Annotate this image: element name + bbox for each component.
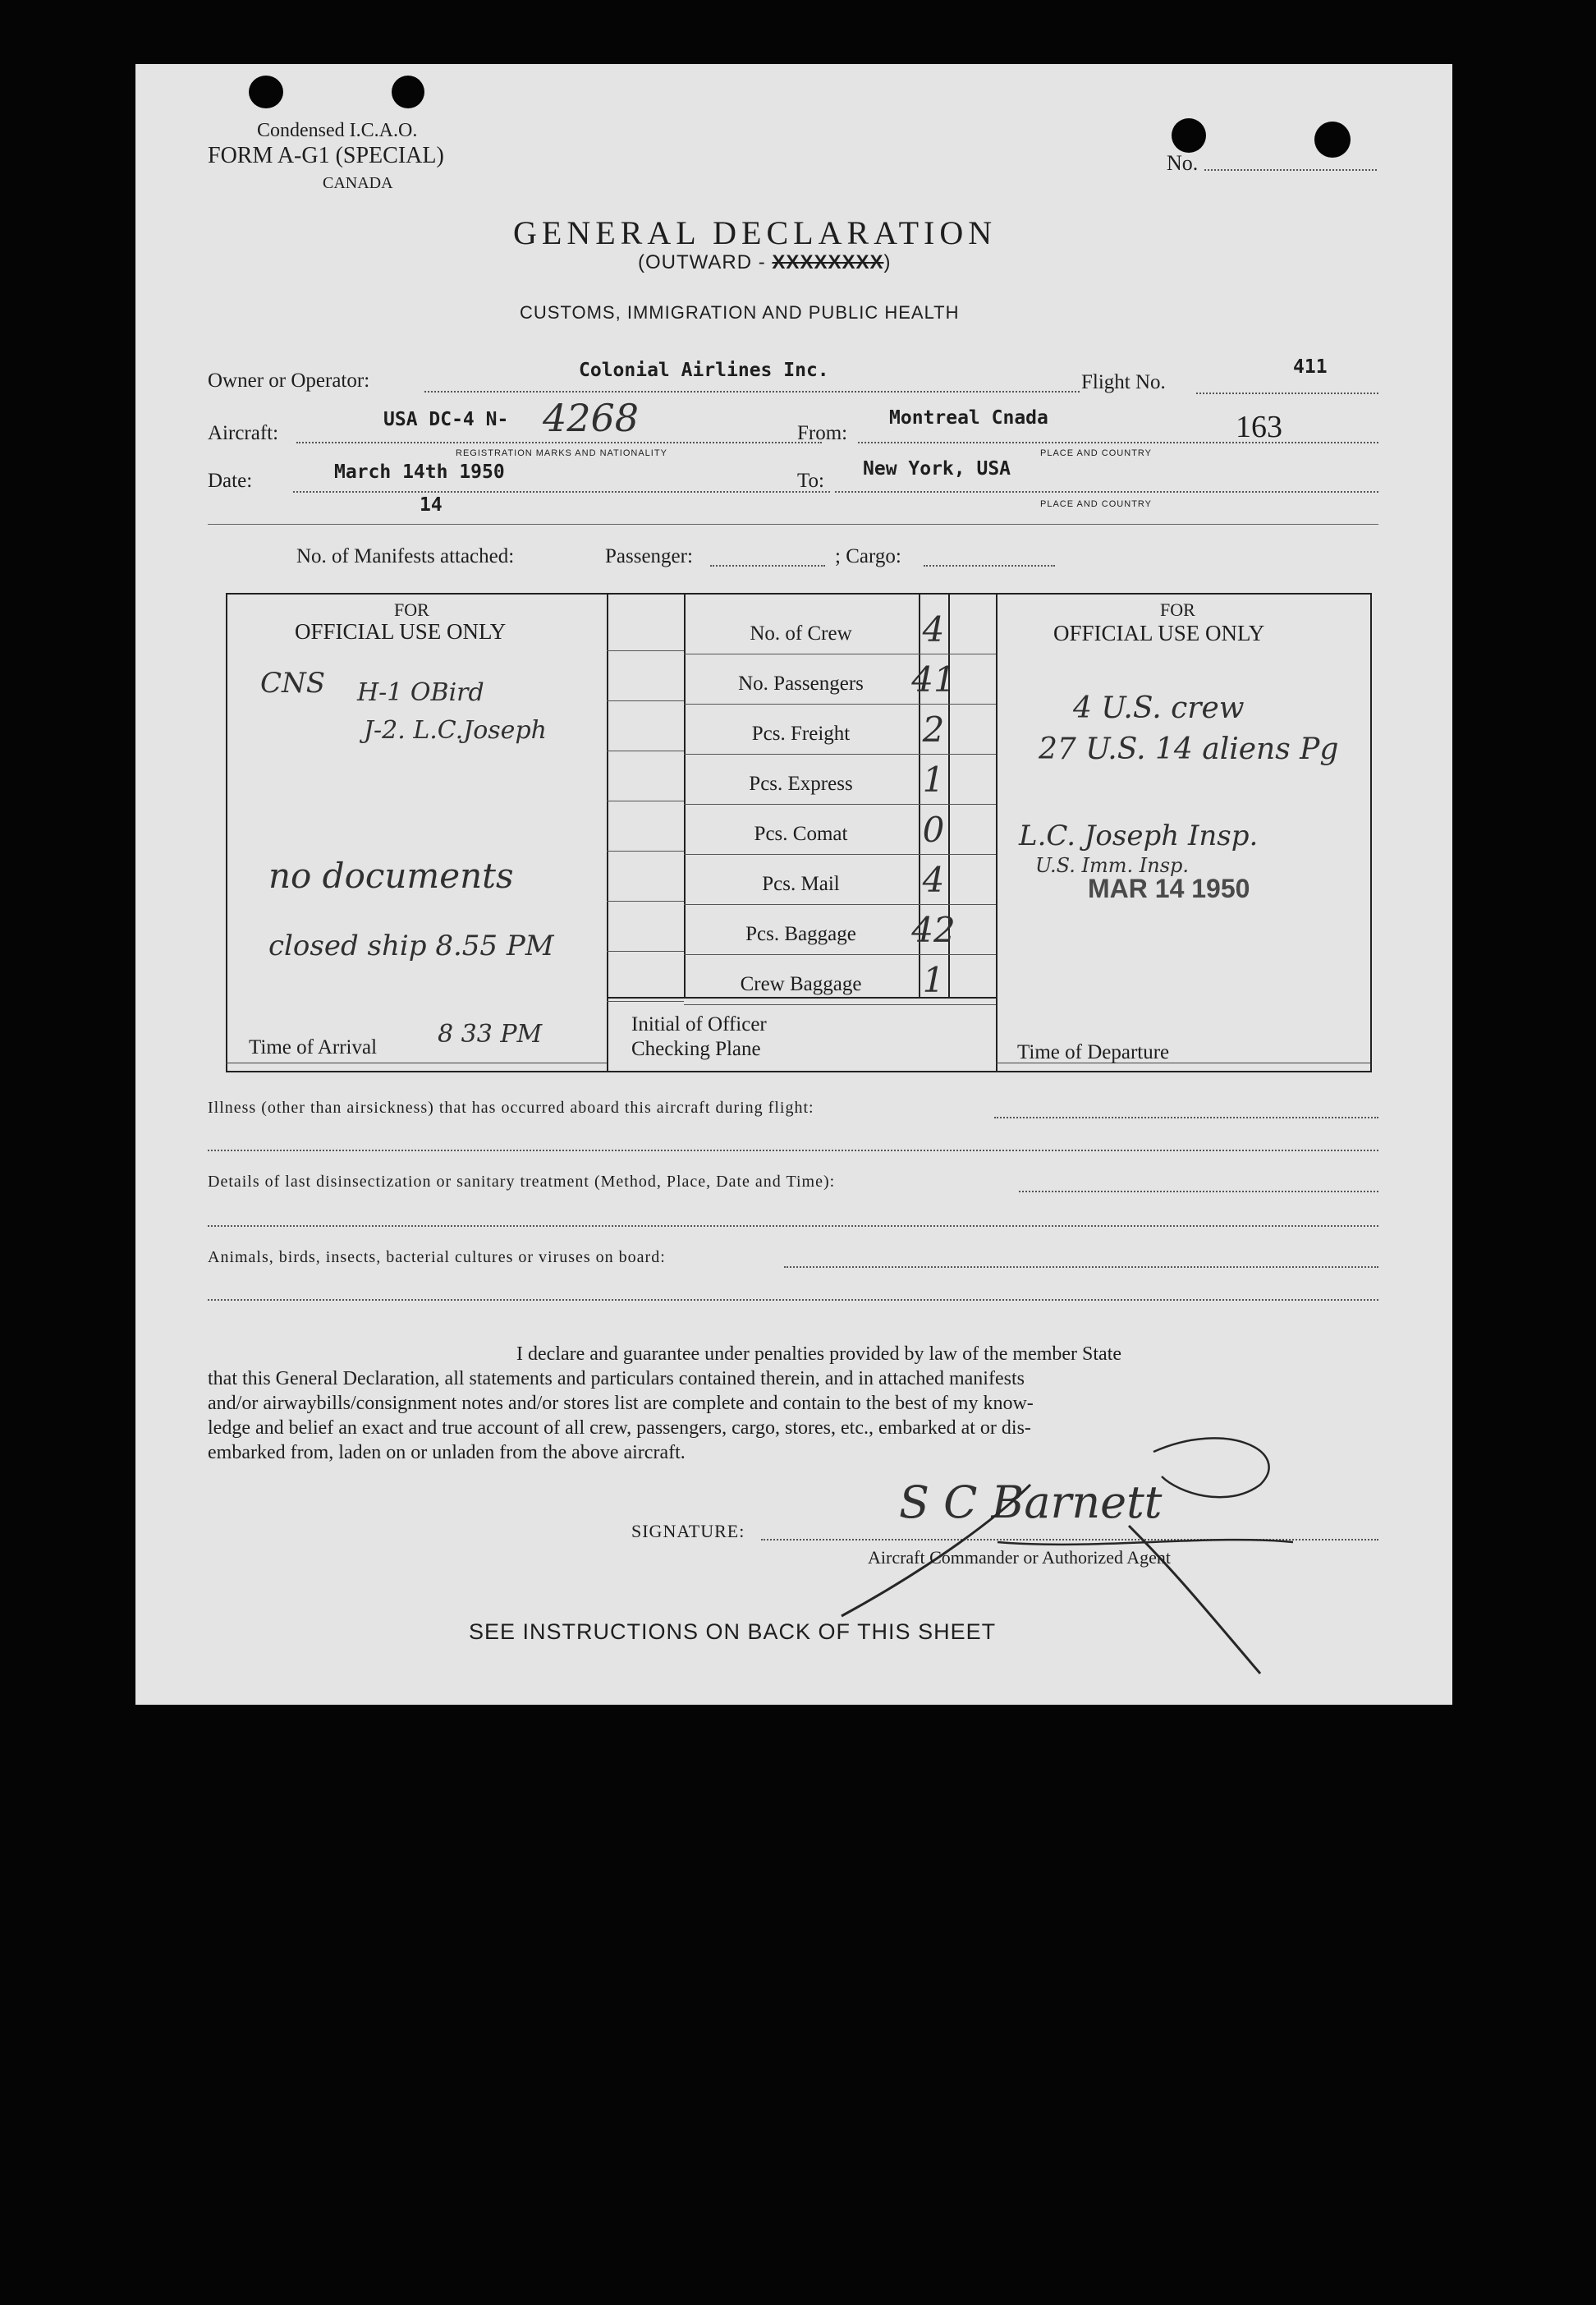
manifest-row-value: 4 [922, 609, 945, 650]
date-correction: 14 [420, 494, 443, 516]
date-line [293, 491, 830, 493]
manifest-row-rule [684, 904, 996, 905]
manifest-row-label: Crew Baggage [740, 973, 862, 995]
time-departure-label: Time of Departure [1017, 1041, 1170, 1063]
passenger-line [710, 565, 825, 567]
right-note-4: U.S. Imm. Insp. [1035, 854, 1189, 877]
manifest-row-left-rule [607, 700, 684, 701]
manifest-row-value: 4 [922, 860, 945, 900]
manifest-row-left-rule [607, 851, 684, 852]
manifest-table [226, 593, 1372, 1072]
right-note-3: L.C. Joseph Insp. [1019, 820, 1259, 852]
page-subtitle [638, 251, 891, 274]
manifest-row-value: 2 [922, 709, 945, 750]
right-official-heading-1: FOR [1160, 599, 1195, 620]
aircraft-line [296, 442, 822, 443]
subtitle-prefix: (OUTWARD - [638, 251, 766, 273]
manifest-row-rule [684, 1004, 996, 1005]
from-value: Montreal Cnada [889, 407, 1048, 429]
registration-caption: REGISTRATION MARKS AND NATIONALITY [456, 448, 667, 458]
cargo-label: ; Cargo: [835, 545, 901, 567]
manifest-row-rule [684, 704, 996, 705]
left-official-heading-2: OFFICIAL USE ONLY [295, 619, 507, 644]
animals-line [784, 1266, 1378, 1268]
flight-label: Flight No. [1081, 371, 1166, 393]
subtitle-suffix: ) [883, 251, 892, 273]
to-place-caption: PLACE AND COUNTRY [1040, 499, 1152, 509]
aircraft-value: USA DC-4 N- [383, 409, 509, 430]
punch-hole-top-right-2 [1314, 122, 1351, 158]
subtitle-struck: XXXXXXXX [772, 251, 884, 273]
form-number-line [1204, 169, 1377, 171]
signer-caption: Aircraft Commander or Authorized Agent [868, 1547, 1172, 1568]
initial-officer-label: Initial of Officer [631, 1013, 767, 1035]
illness-line [994, 1117, 1378, 1118]
manifest-row-label: Pcs. Comat [754, 823, 848, 845]
date-value: March 14th 1950 [334, 461, 505, 483]
owner-value: Colonial Airlines Inc. [579, 360, 829, 381]
left-note-5: closed ship 8.55 PM [268, 930, 554, 962]
header-rule [208, 524, 1378, 525]
manifest-row-left-rule [607, 951, 684, 952]
manifest-row-left-rule [607, 1001, 684, 1002]
left-note-2: H-1 OBird [357, 678, 484, 707]
from-place-caption: PLACE AND COUNTRY [1040, 448, 1152, 458]
passenger-label: Passenger: [605, 545, 693, 567]
punch-hole-top-left-2 [392, 76, 424, 108]
left-note-3: J-2. L.C.Joseph [364, 716, 547, 745]
manifests-label: No. of Manifests attached: [296, 545, 515, 567]
manifest-row-label: Pcs. Express [749, 773, 853, 795]
form-number-label: No. [1167, 151, 1199, 175]
punch-hole-top-right [1172, 118, 1206, 153]
declaration-line-1: I declare and guarantee under penalties provided by law of the member State [516, 1343, 1122, 1365]
from-label: From: [797, 422, 848, 444]
time-arrival-value: 8 33 PM [438, 1020, 543, 1049]
manifest-row-value: 42 [911, 910, 956, 950]
owner-label: Owner or Operator: [208, 370, 370, 392]
right-note-2: 27 U.S. 14 aliens Pg [1039, 732, 1339, 766]
manifest-row-value: 0 [922, 810, 945, 850]
page-title: GENERAL DECLARATION [513, 214, 998, 251]
manifest-row-label: Pcs. Mail [762, 873, 840, 895]
date-label: Date: [208, 470, 253, 492]
manifest-row-value: 1 [922, 960, 945, 1000]
signature-handwritten: S C Barnett [899, 1476, 1163, 1528]
flight-value: 411 [1293, 356, 1328, 378]
aircraft-handwritten-number: 4268 [543, 396, 640, 440]
manifest-row-rule [684, 804, 996, 805]
to-value: New York, USA [863, 458, 1011, 480]
declaration-form-sheet [135, 64, 1452, 1705]
illness-label: Illness (other than airsickness) that has occurred aboard this aircraft during flight: [208, 1099, 814, 1117]
animals-line-2 [208, 1299, 1378, 1301]
form-condensed-label: Condensed I.C.A.O. [257, 120, 418, 141]
time-arrival-label: Time of Arrival [249, 1036, 378, 1058]
form-country: CANADA [323, 174, 393, 192]
right-official-heading-2: OFFICIAL USE ONLY [1053, 621, 1265, 645]
animals-label: Animals, birds, insects, bacterial cultures or viruses on board: [208, 1248, 666, 1266]
flight-line [1196, 393, 1378, 394]
manifest-row-left-rule [607, 901, 684, 902]
from-number: 163 [1236, 410, 1282, 444]
manifest-row-label: Pcs. Freight [751, 723, 851, 745]
punch-hole-top-left [249, 76, 283, 108]
checking-plane-label: Checking Plane [631, 1038, 761, 1060]
declaration-line-2: that this General Declaration, all statements and particulars contained therein, and in attached manifests [208, 1368, 1025, 1389]
left-note-1: CNS [260, 667, 326, 700]
aircraft-label: Aircraft: [208, 422, 279, 444]
form-code: FORM A-G1 (SPECIAL) [208, 143, 444, 168]
manifest-row-value: 41 [911, 659, 956, 700]
table-bottom-border [226, 1071, 1372, 1072]
left-note-4: no documents [268, 856, 514, 896]
date-stamp: MAR 14 1950 [1088, 874, 1250, 903]
cargo-line [924, 565, 1055, 567]
right-note-1: 4 U.S. crew [1073, 691, 1245, 725]
disinsectization-line-2 [208, 1225, 1378, 1227]
from-line [858, 442, 1378, 443]
disinsectization-line [1019, 1191, 1378, 1192]
to-line [835, 491, 1378, 493]
signature-label: SIGNATURE: [631, 1521, 745, 1541]
manifest-row-rule [684, 754, 996, 755]
page-subheading: CUSTOMS, IMMIGRATION AND PUBLIC HEALTH [520, 302, 960, 323]
declaration-line-4: ledge and belief an exact and true account of all crew, passengers, cargo, stores, etc., embarked at or dis- [208, 1417, 1031, 1439]
manifest-row-rule [684, 854, 996, 855]
owner-line [424, 391, 1080, 393]
manifest-row-value: 1 [922, 760, 945, 800]
manifest-row-label: No. Passengers [738, 673, 864, 695]
declaration-line-5: embarked from, laden on or unladen from the above aircraft. [208, 1442, 686, 1463]
manifest-row-rule [684, 954, 996, 955]
manifest-row-left-rule [607, 650, 684, 651]
to-label: To: [797, 470, 824, 492]
illness-line-2 [208, 1150, 1378, 1151]
left-official-heading-1: FOR [394, 599, 429, 620]
disinsectization-label: Details of last disinsectization or sanitary treatment (Method, Place, Date and Time): [208, 1173, 836, 1191]
declaration-line-3: and/or airwaybills/consignment notes and/or stores list are complete and contain to the best of my know- [208, 1393, 1034, 1414]
footer-instructions: SEE INSTRUCTIONS ON BACK OF THIS SHEET [469, 1619, 997, 1644]
signature-stroke-3 [1153, 1438, 1269, 1497]
manifest-row-label: Pcs. Baggage [745, 923, 856, 945]
manifest-row-label: No. of Crew [750, 622, 852, 645]
